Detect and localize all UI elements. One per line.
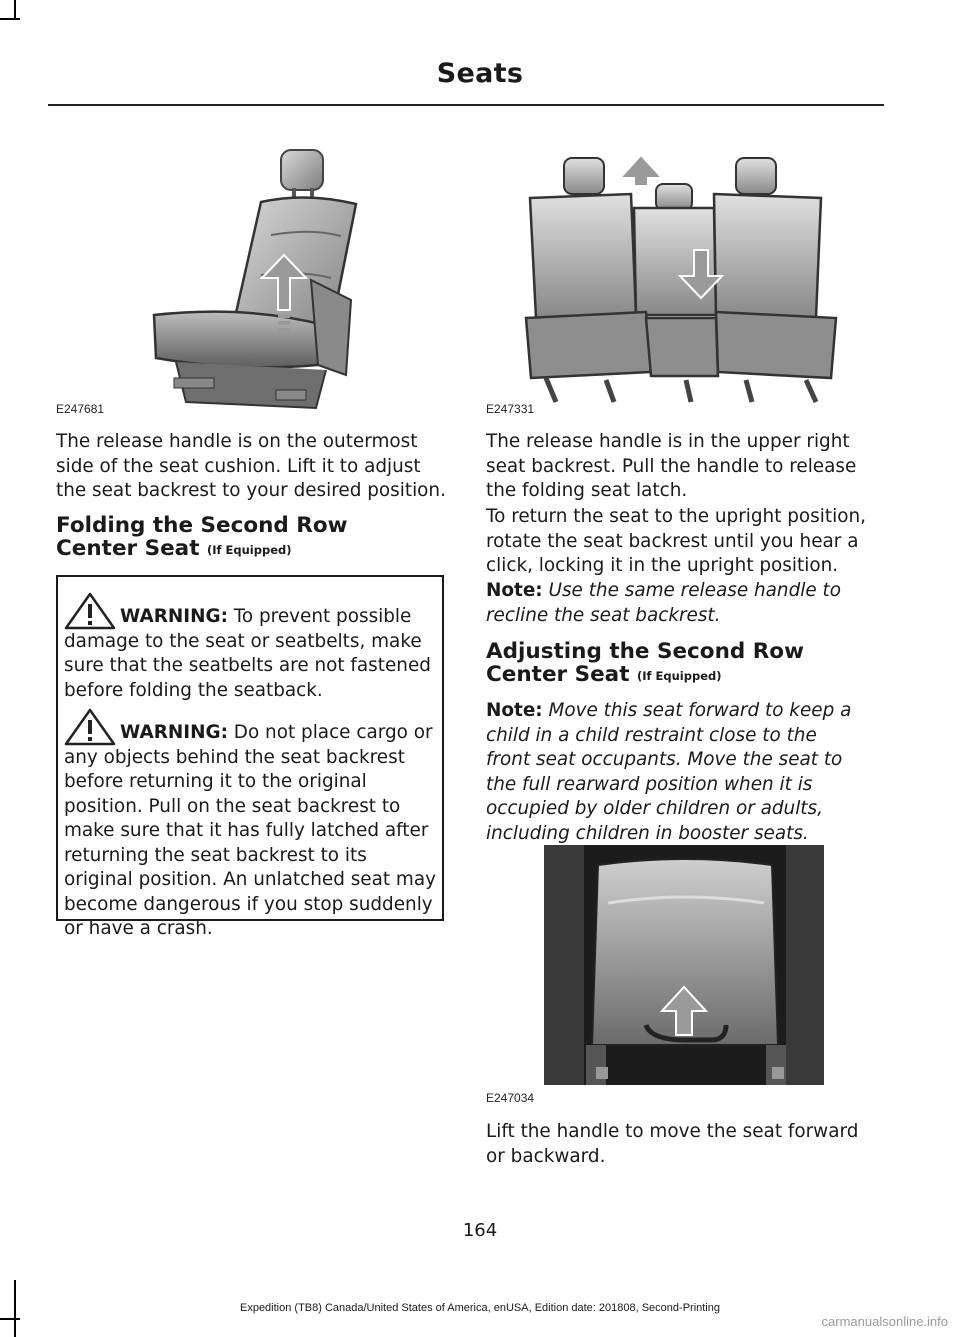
- section-heading-folding: [56, 514, 436, 562]
- page-title: Seats: [436, 58, 524, 89]
- crop-mark-top-left-h: [0, 18, 20, 20]
- section-heading-adjusting: [486, 640, 882, 688]
- figure-code: E247681: [56, 402, 105, 416]
- note-label: Note:: [486, 580, 543, 601]
- heading-qualifier: (If Equipped): [206, 543, 292, 557]
- heading-qualifier: (If Equipped): [636, 669, 722, 683]
- warning-triangle-icon: [64, 591, 116, 631]
- footer-edition-info: Expedition (TB8) Canada/United States of America, enUSA, Edition date: 201808, Second-Printing: [239, 1302, 720, 1314]
- warning-label: WARNING:: [120, 722, 228, 743]
- heading-text: Adjusting the Second Row Center Seat: [486, 639, 804, 687]
- up-arrow-icon: [620, 155, 662, 186]
- bench-seat-illustration: [486, 140, 876, 420]
- warning-item: [64, 583, 440, 703]
- warning-triangle-icon: [64, 707, 116, 747]
- center-seat-illustration: [486, 845, 882, 1107]
- warning-label: WARNING:: [120, 606, 228, 627]
- paragraph-release-handle: The release handle is in the upper right seat backrest. Pull the handle to release the folding seat latch.: [486, 431, 857, 501]
- figure-center-seat-handle: [486, 845, 882, 1107]
- watermark[interactable]: carmanualsonline.info: [821, 1314, 948, 1329]
- figure-second-row-bench: [486, 140, 876, 420]
- warning-item: [64, 699, 440, 942]
- note-text: Move this seat forward to keep a child in a child restraint close to the front seat occupants. Move the seat to the full rearward position when it is occupied by older children or adults, including children in booster seats.: [486, 700, 852, 844]
- note-child-restraint: [486, 699, 866, 846]
- heading-text: Folding the Second Row Center Seat: [56, 513, 348, 561]
- crop-mark-bottom-left-h: [0, 1318, 20, 1320]
- warning-text: Do not place cargo or any objects behind the seat backrest before returning it to the original position. Pull on the seat backrest to make sure that it has fully latched after returning the seat backrest to its original position. An unlatched seat may become dangerous if you stop suddenly or have a crash.: [64, 722, 436, 939]
- crop-mark-top-left: [14, 0, 16, 20]
- figure-outboard-seat: [56, 140, 444, 420]
- paragraph-lift-handle: Lift the handle to move the seat forward or backward.: [486, 1121, 859, 1167]
- paragraph-return-upright: To return the seat to the upright position, rotate the seat backrest until you hear a click, locking it in the upright position.: [486, 506, 866, 576]
- warning-box: [56, 575, 444, 939]
- figure-code: E247331: [486, 402, 535, 416]
- note-text: Use the same release handle to recline the seat backrest.: [486, 580, 841, 626]
- page-number: 164: [462, 1220, 498, 1241]
- intro-paragraph: The release handle is on the outermost side of the seat cushion. Lift it to adjust the seat backrest to your desired position.: [56, 431, 446, 501]
- warning-text: To prevent possible damage to the seat or seatbelts, make sure that the seatbelts are not fastened before folding the seatback.: [64, 606, 431, 701]
- note-label: Note:: [486, 700, 543, 721]
- figure-code: E247034: [486, 1091, 535, 1105]
- seat-side-illustration: [56, 140, 444, 420]
- header-divider: [48, 104, 884, 106]
- note-recline: [486, 579, 866, 628]
